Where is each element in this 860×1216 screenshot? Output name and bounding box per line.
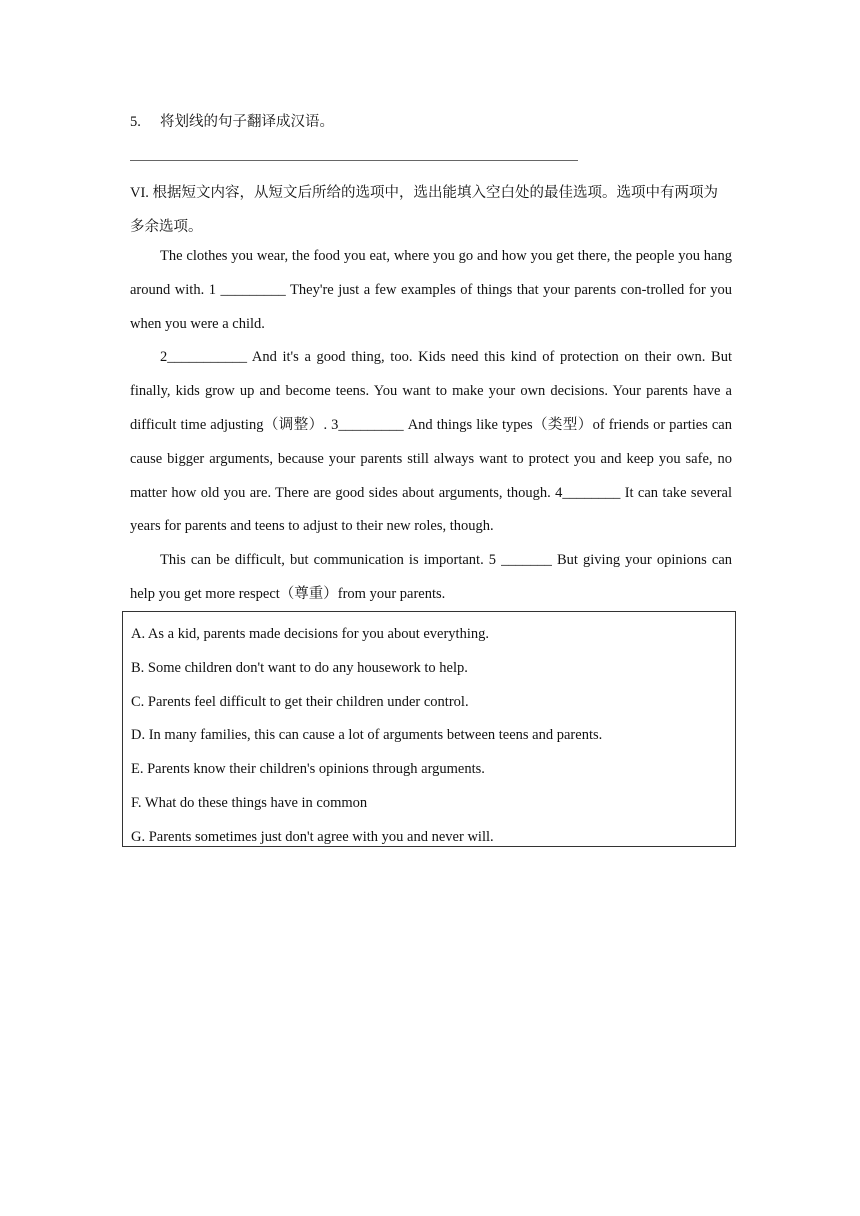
option-b: B. Some children don't want to do any housework to help.	[131, 659, 468, 676]
option-f: F. What do these things have in common	[131, 794, 368, 811]
section-vi-instructions: VI. 根据短文内容，从短文后所给的选项中，选出能填入空白处的最佳选项。选项中有两项为多余选项。	[130, 185, 719, 235]
answer-line[interactable]	[130, 160, 578, 161]
passage-paragraph-2: 2___________ And it's a good thing, too. Kids need this kind of protection on their own. But finally, kids grow up and become teens. You want to make your own decisions. Your parents have a difficult time adjusting（调整）. 3_________ And things like types（类型）of friends or parties can cause bigger arguments, because your parents still always want to protect you and keep you safe, no matter how old you are. There are good sides about arguments, though. 4________ It can take several years for parents and teens to adjust to their new roles, though.	[130, 349, 732, 535]
question-5-text: 将划线的句子翻译成汉语。	[160, 114, 334, 130]
option-d: D. In many families, this can cause a lot of arguments between teens and parents.	[131, 727, 603, 744]
option-e: E. Parents know their children's opinions through arguments.	[131, 761, 485, 778]
reading-passage	[130, 240, 732, 612]
passage-paragraph-3: This can be difficult, but communication is important. 5 _______ But giving your opinions can help you get more respect（尊重）from your parents.	[130, 552, 732, 602]
options-box	[122, 611, 736, 847]
option-c: C. Parents feel difficult to get their children under control.	[131, 693, 469, 710]
question-5	[130, 112, 334, 132]
passage-paragraph-1: The clothes you wear, the food you eat, where you go and how you get there, the people you hang around with. 1 _________ They're just a few examples of things that your parents con-trolled for you when you were a child.	[130, 248, 732, 332]
option-g: G. Parents sometimes just don't agree with you and never will.	[131, 828, 494, 845]
option-a: A. As a kid, parents made decisions for you about everything.	[131, 626, 489, 642]
question-5-number: 5.	[130, 114, 141, 130]
